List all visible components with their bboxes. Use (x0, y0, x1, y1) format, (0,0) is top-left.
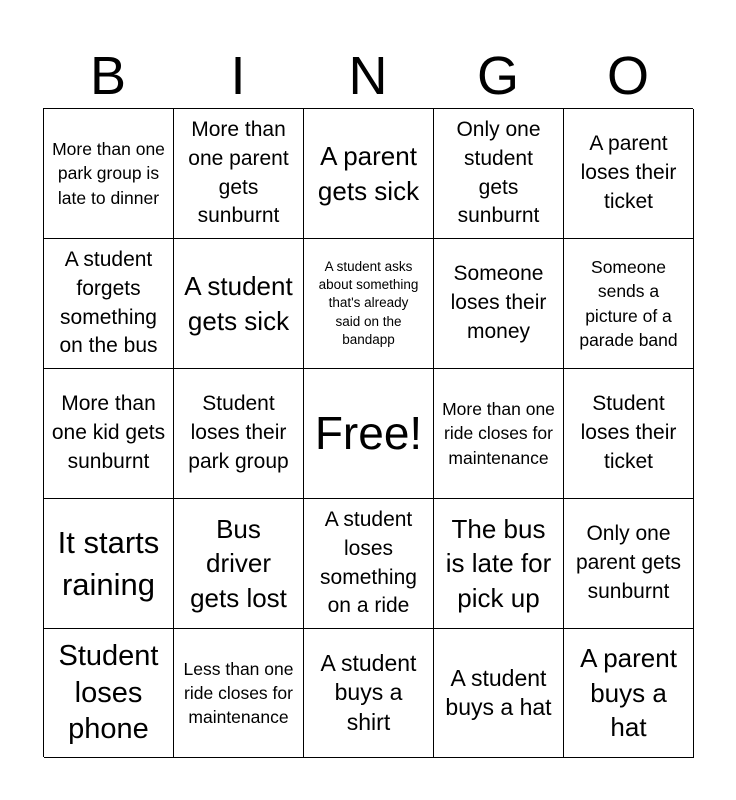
cell-text: The bus is late for pick up (445, 513, 552, 613)
bingo-cell-o3[interactable] (564, 369, 694, 499)
free-space-text: Free! (314, 407, 423, 460)
bingo-cell-b2[interactable] (44, 239, 174, 369)
header-letter-i: I (230, 46, 246, 106)
bingo-cell-i1[interactable] (174, 109, 304, 239)
cell-text: A student buys a shirt (320, 650, 417, 735)
header-letter-n: N (348, 46, 388, 106)
cell-text: A parent loses their ticket (580, 132, 677, 213)
cell-text: A student forgets something on the bus (59, 247, 158, 358)
header-letter-b: B (89, 46, 127, 106)
bingo-cell-n2[interactable] (304, 239, 434, 369)
cell-text: More than one parent gets sunburnt (188, 117, 289, 228)
cell-text: It starts raining (57, 524, 160, 602)
cell-text: Bus driver gets lost (190, 513, 287, 613)
cell-text: A student loses something on a ride (320, 507, 417, 618)
cell-text: A parent gets sick (317, 140, 420, 206)
cell-text: Someone loses their money (450, 262, 547, 343)
bingo-cell-n5[interactable] (304, 629, 434, 758)
bingo-cell-i4[interactable] (174, 499, 304, 629)
bingo-cell-n4[interactable] (304, 499, 434, 629)
cell-text: More than one park group is late to dinner (52, 139, 165, 208)
bingo-cell-b4[interactable] (44, 499, 174, 629)
bingo-cell-o4[interactable] (564, 499, 694, 629)
bingo-cell-g2[interactable] (434, 239, 564, 369)
cell-text: A parent buys a hat (580, 643, 677, 743)
bingo-cell-g3[interactable] (434, 369, 564, 499)
cell-text: Student loses phone (58, 639, 159, 746)
cell-text: More than one ride closes for maintenance (442, 399, 555, 468)
header-letter-g: G (476, 46, 519, 106)
header-letter-o: O (606, 46, 649, 106)
bingo-cell-b1[interactable] (44, 109, 174, 239)
bingo-cell-b5[interactable] (44, 629, 174, 758)
bingo-cell-g1[interactable] (434, 109, 564, 239)
cell-text: A student gets sick (184, 270, 293, 336)
bingo-cell-b3[interactable] (44, 369, 174, 499)
bingo-cell-i3[interactable] (174, 369, 304, 499)
cell-text: Student loses their park group (188, 392, 289, 473)
cell-text: Student loses their ticket (580, 392, 677, 473)
bingo-cell-i2[interactable] (174, 239, 304, 369)
bingo-cell-n1[interactable] (304, 109, 434, 239)
cell-text: A student buys a hat (445, 664, 552, 720)
cell-text: Less than one ride closes for maintenance (183, 658, 294, 728)
cell-text: Someone sends a picture of a parade band (579, 257, 678, 350)
bingo-grid (43, 108, 693, 757)
bingo-cell-n3-free-space[interactable] (304, 369, 434, 499)
cell-text: Only one parent gets sunburnt (575, 522, 682, 603)
bingo-cell-o2[interactable] (564, 239, 694, 369)
cell-text: Only one student gets sunburnt (456, 117, 541, 228)
bingo-cell-g4[interactable] (434, 499, 564, 629)
bingo-cell-o1[interactable] (564, 109, 694, 239)
bingo-cell-i5[interactable] (174, 629, 304, 758)
bingo-cell-g5[interactable] (434, 629, 564, 758)
bingo-cell-o5[interactable] (564, 629, 694, 758)
cell-text: More than one kid gets sunburnt (51, 392, 166, 473)
cell-text: A student asks about something that's already said on the bandapp (318, 258, 419, 347)
